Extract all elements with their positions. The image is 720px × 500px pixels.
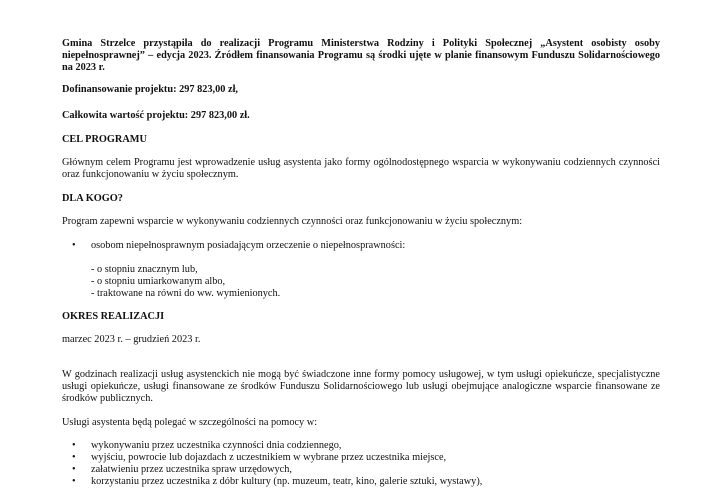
who-heading: DLA KOGO? <box>62 193 123 204</box>
bullet-marker: • <box>72 476 76 487</box>
bullet-marker: • <box>72 240 76 251</box>
sub-item: - traktowane na równi do ww. wymienionych. <box>91 288 281 299</box>
service-item: załatwieniu przez uczestnika spraw urzędowych, <box>91 464 292 475</box>
service-item: korzystaniu przez uczestnika z dóbr kultury (np. muzeum, teatr, kino, galerie sztuki, wystawy), <box>91 476 483 487</box>
sub-item: - o stopniu znacznym lub, <box>91 264 198 275</box>
period-heading: OKRES REALIZACJI <box>62 311 165 322</box>
bullet-marker: • <box>72 440 76 451</box>
period-text: marzec 2023 r. – grudzień 2023 r. <box>62 334 201 345</box>
service-item: wykonywaniu przez uczestnika czynności dnia codziennego, <box>91 440 342 451</box>
who-bullet-item: osobom niepełnosprawnym posiadającym orzeczenie o niepełnosprawności: <box>91 240 406 251</box>
sub-item: - o stopniu umiarkowanym albo, <box>91 276 226 287</box>
services-intro: Usługi asystenta będą polegać w szczególności na pomocy w: <box>62 417 318 428</box>
service-item: wyjściu, powrocie lub dojazdach z uczestnikiem w wybrane przez uczestnika miejsce, <box>91 452 447 463</box>
bullet-marker: • <box>72 452 76 463</box>
goal-paragraph: Głównym celem Programu jest wprowadzenie usług asystenta jako formy ogólnodostępnego wsparcia w wykonywaniu codziennych czynności oraz funkcjonowaniu w życiu społecznym. <box>62 157 660 180</box>
who-paragraph: Program zapewni wsparcie w wykonywaniu codziennych czynności oraz funkcjonowaniu w życiu społecznym: <box>62 216 523 227</box>
total-value-line: Całkowita wartość projektu: 297 823,00 zł. <box>62 110 250 121</box>
bullet-marker: • <box>72 464 76 475</box>
intro-paragraph: Gmina Strzelce przystąpiła do realizacji Programu Ministerstwa Rodziny i Polityki Społecznej „Asystent osobisty osoby niepełnosprawnej” – edycja 2023. Źródłem finansowania Programu są środki ujęte w planie finansowym Funduszu Solidarnościowego na 2023 r. <box>62 38 660 73</box>
note-paragraph: W godzinach realizacji usług asystenckich nie mogą być świadczone inne formy pomocy usługowej, w tym usługi opiekuńcze, specjalistyczne usługi opiekuńcze, usługi finansowane ze środków Funduszu Solidarnościowego lub usługi obejmujące analogiczne wsparcie finansowane ze środków publicznych. <box>62 369 660 404</box>
goal-heading: CEL PROGRAMU <box>62 134 147 145</box>
funding-line: Dofinansowanie projektu: 297 823,00 zł, <box>62 84 239 95</box>
